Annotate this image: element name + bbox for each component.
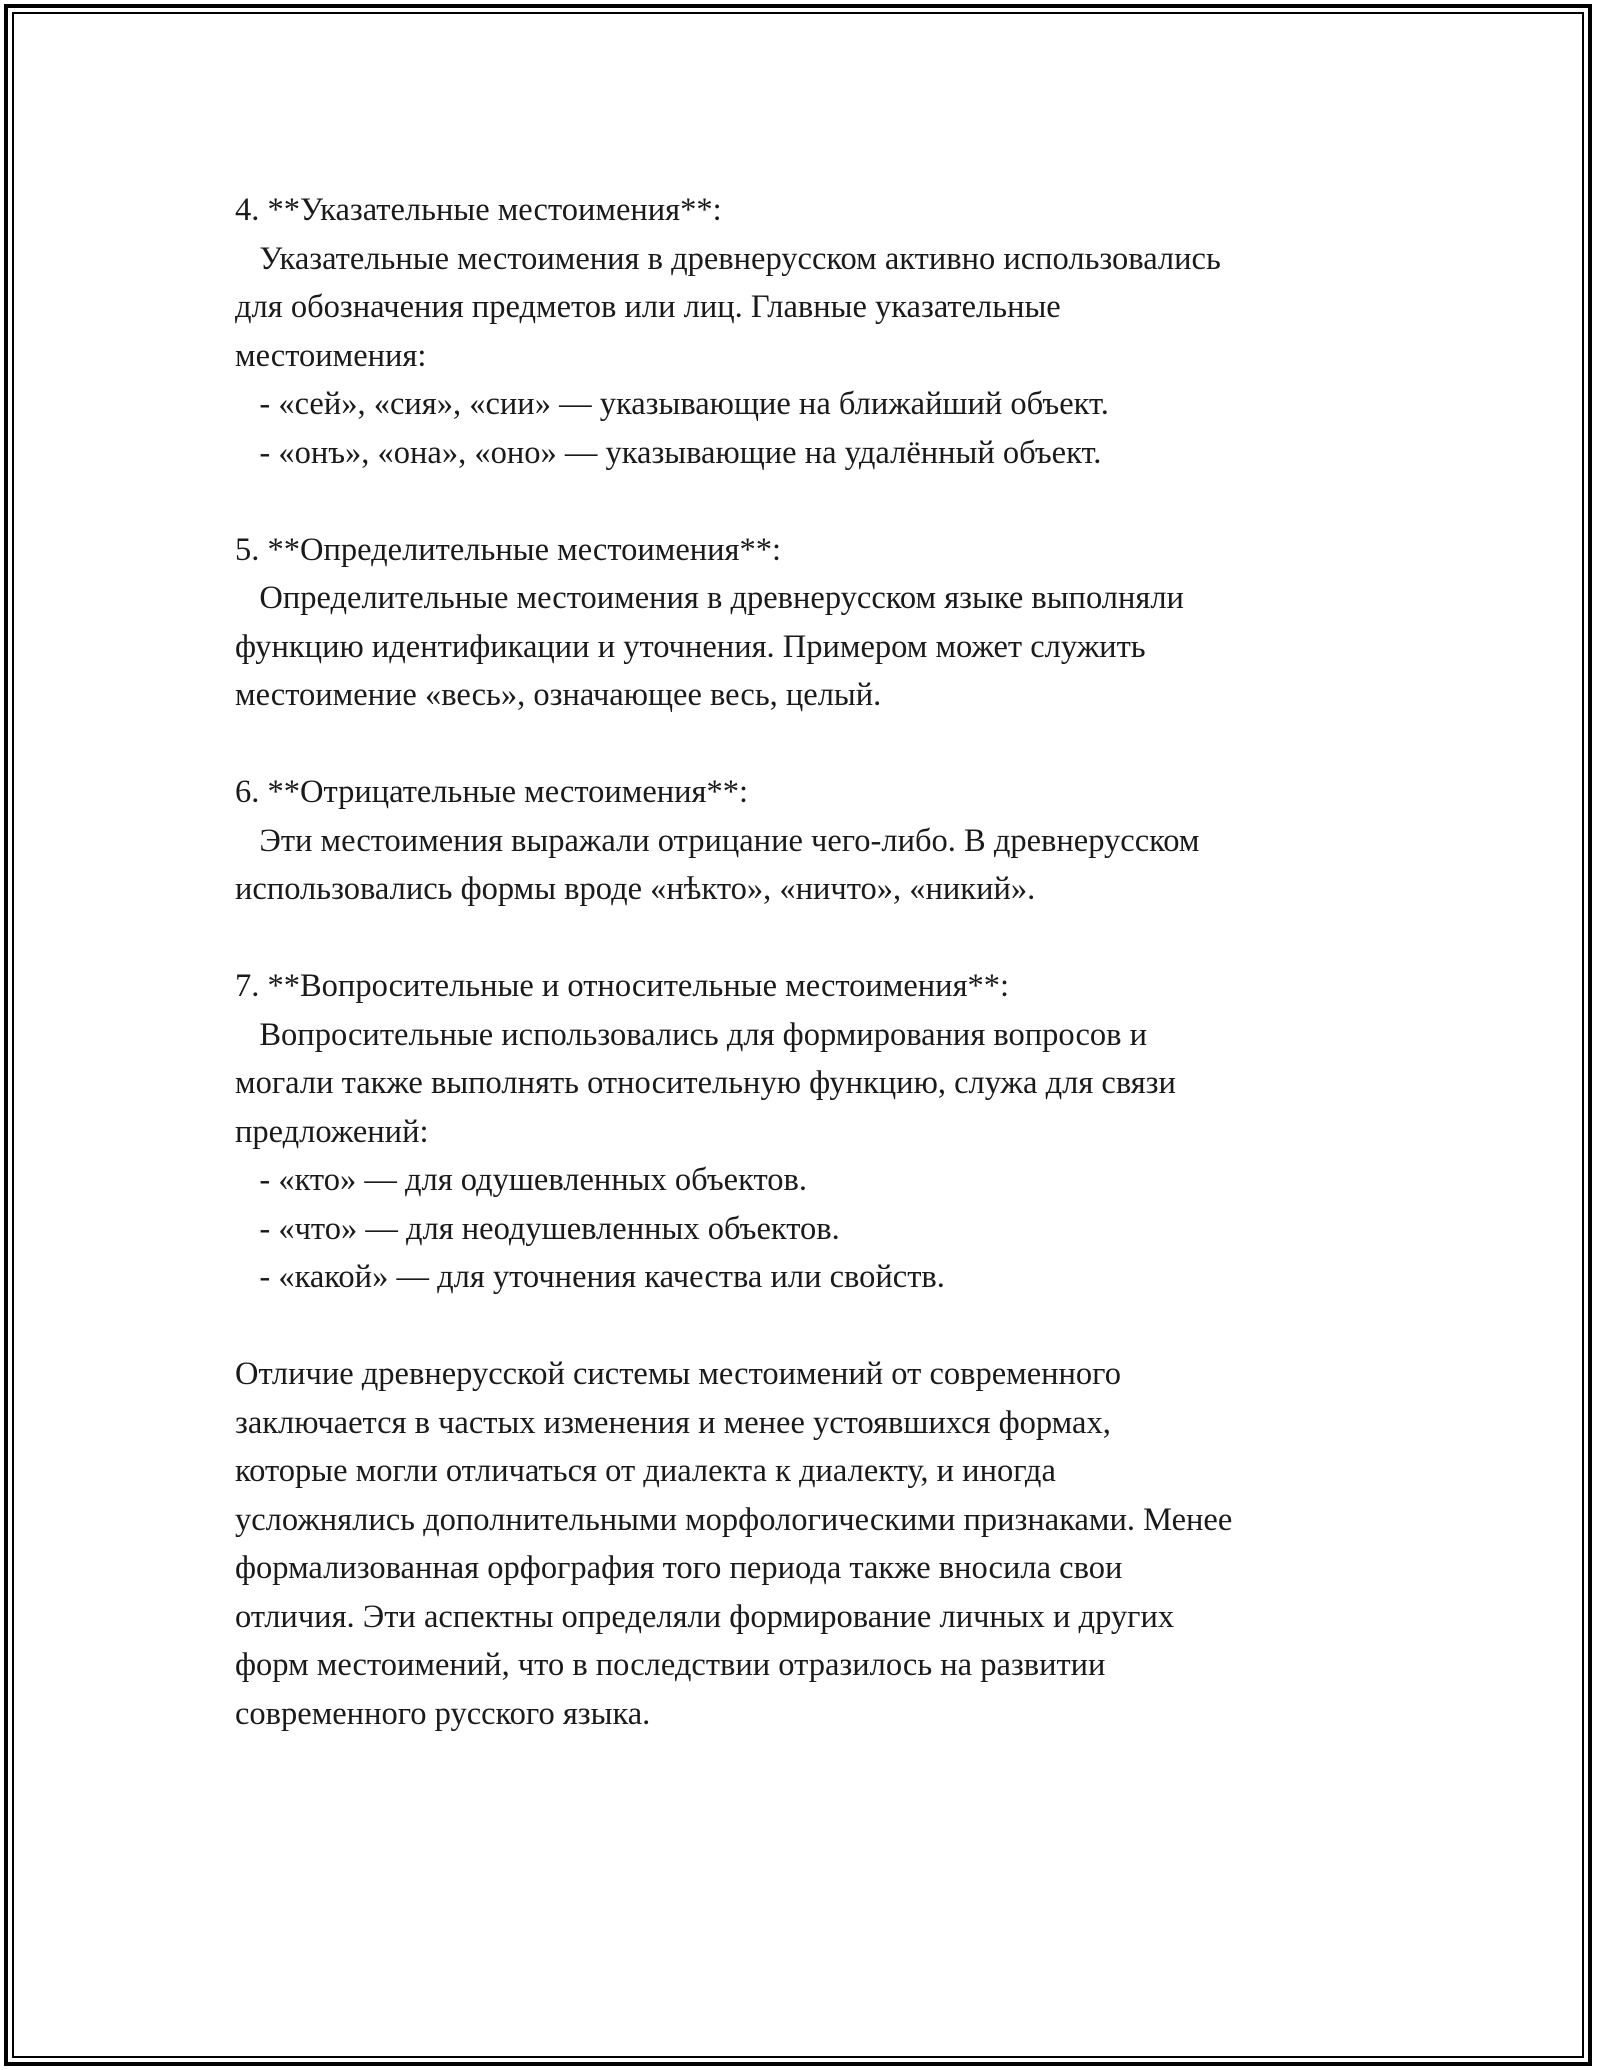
paragraph-line: функцию идентификации и уточнения. Примером может служить: [235, 628, 1146, 665]
section-heading: 5. **Определительные местоимения**:: [235, 531, 782, 568]
paragraph-line: Определительные местоимения в древнерусском языке выполняли: [235, 580, 1184, 616]
list-item: - «какой» — для уточнения качества или свойств.: [235, 1259, 945, 1295]
paragraph-line: местоимения:: [235, 337, 427, 374]
section-heading: 7. **Вопросительные и относительные местоимения**:: [235, 968, 1010, 1004]
conclusion-line: усложнялись дополнительными морфологическими признаками. Менее: [235, 1501, 1233, 1538]
paragraph-line: предложений:: [235, 1113, 429, 1150]
paragraph-line: для обозначения предметов или лиц. Главные указательные: [235, 289, 1061, 325]
conclusion-line: современного русского языка.: [235, 1695, 651, 1732]
conclusion-line: заключается в частых изменения и менее устоявшихся формах,: [235, 1404, 1111, 1441]
list-item: - «что» — для неодушевленных объектов.: [235, 1210, 840, 1247]
conclusion-line: формализованная орфография того периода также вносила свои: [235, 1550, 1123, 1586]
blank-line: [235, 1302, 1435, 1351]
list-item: - «сей», «сия», «сии» — указывающие на ближайший объект.: [235, 386, 1109, 422]
paragraph-line: местоимение «весь», означающее весь, целый.: [235, 677, 882, 713]
conclusion-line: Отличие древнерусской системы местоимений от современного: [235, 1356, 1121, 1392]
section-heading: 6. **Отрицательные местоимения**:: [235, 774, 749, 810]
blank-line: [235, 720, 1435, 769]
paragraph-line: Вопросительные использовались для формирования вопросов и: [235, 1016, 1148, 1053]
document-text: [235, 186, 1435, 1738]
paragraph-line: могали также выполнять относительную функцию, служа для связи: [235, 1065, 1176, 1101]
conclusion-line: которые могли отличаться от диалекта к диалекту, и иногда: [235, 1453, 1056, 1489]
paragraph-line: Указательные местоимения в древнерусском активно использовались: [235, 240, 1221, 277]
paragraph-line: Эти местоимения выражали отрицание чего-либо. В древнерусском: [235, 822, 1200, 859]
paragraph-line: использовались формы вроде «нѣкто», «ничто», «никий».: [235, 871, 1036, 907]
blank-line: [235, 477, 1435, 526]
list-item: - «кто» — для одушевленных объектов.: [235, 1162, 807, 1198]
list-item: - «онъ», «она», «оно» — указывающие на удалённый объект.: [235, 434, 1102, 471]
section-heading: 4. **Указательные местоимения**:: [235, 192, 722, 228]
blank-line: [235, 914, 1435, 963]
conclusion-line: отличия. Эти аспектны определяли формирование личных и других: [235, 1598, 1175, 1635]
conclusion-line: форм местоимений, что в последствии отразилось на развитии: [235, 1647, 1106, 1683]
